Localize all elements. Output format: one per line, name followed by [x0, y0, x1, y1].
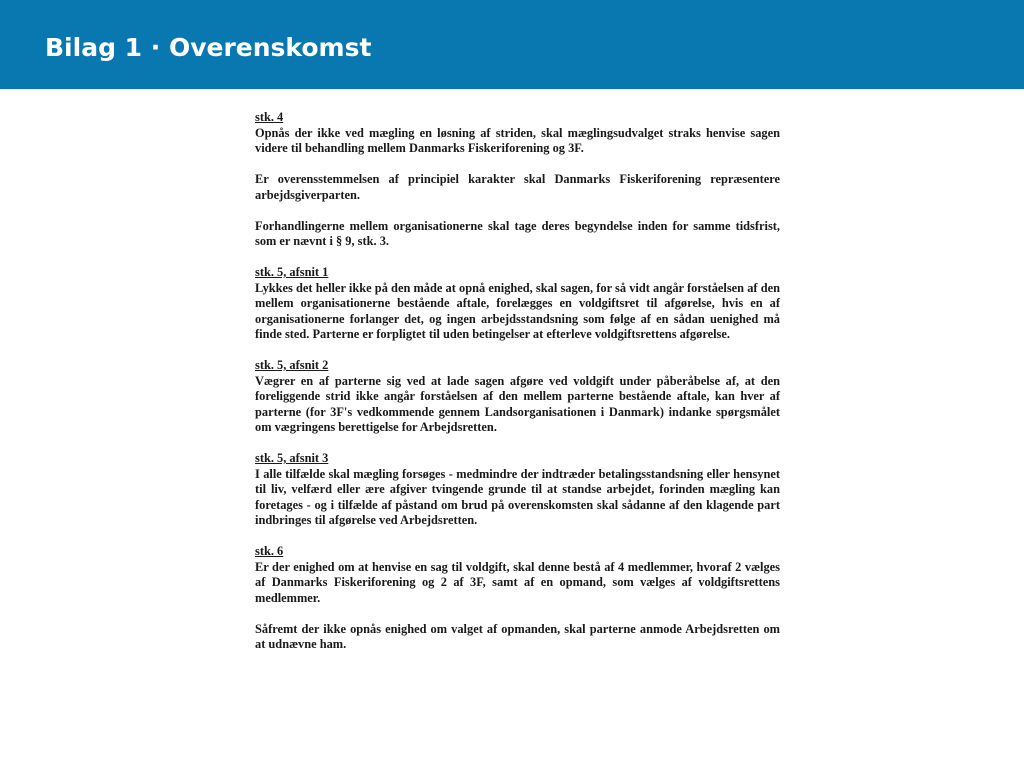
- paragraph: Vægrer en af parterne sig ved at lade sagen afgøre ved voldgift under påberåbelse af, at den foreliggende strid ikke angår forståelsen af den mellem parterne bestående aftale, kan hver af parterne (for 3F's vedkommende gennem Landsorganisationen i Danmark) indanke spørgsmålet om vægringens berettigelse for Arbejdsretten.: [255, 373, 780, 434]
- section-heading: stk. 5, afsnit 1: [255, 265, 329, 279]
- section-stk-6: [255, 544, 780, 653]
- page-title: Bilag 1 · Overenskomst: [45, 33, 372, 62]
- paragraph: Såfremt der ikke opnås enighed om valget af opmanden, skal parterne anmode Arbejdsretten om at udnævne ham.: [255, 621, 780, 651]
- section-heading: stk. 5, afsnit 2: [255, 358, 329, 372]
- section-stk-4: [255, 110, 780, 250]
- paragraph: Opnås der ikke ved mægling en løsning af striden, skal mæglingsudvalget straks henvise sagen videre til behandling mellem Danmarks Fiskeriforening og 3F.: [255, 125, 780, 155]
- section-stk-5-afsnit-3: [255, 451, 780, 529]
- paragraph: I alle tilfælde skal mægling forsøges - medmindre der indtræder betalingsstandsning eller hensynet til liv, velfærd eller ære afgiver tvingende grunde til at standse arbejdet, forinden mægling kan foretages - og i tilfælde af påstand om brud på overenskomsten skal sådanne af den klagende part indbringes til afgørelse ved Arbejdsretten.: [255, 466, 780, 527]
- document-scan: [255, 110, 780, 653]
- paragraph: Forhandlingerne mellem organisationerne skal tage deres begyndelse inden for samme tidsfrist, som er nævnt i § 9, stk. 3.: [255, 218, 780, 248]
- section-stk-5-afsnit-1: [255, 265, 780, 343]
- section-stk-5-afsnit-2: [255, 358, 780, 436]
- paragraph: Er der enighed om at henvise en sag til voldgift, skal denne bestå af 4 medlemmer, hvoraf 2 vælges af Danmarks Fiskeriforening og 2 af 3F, samt af en opmand, som vælges af voldgiftsrettens medlemmer.: [255, 559, 780, 605]
- title-bar: [0, 0, 1024, 89]
- paragraph: Er overensstemmelsen af principiel karakter skal Danmarks Fiskeriforening repræsentere arbejdsgiverparten.: [255, 172, 780, 202]
- paragraph: Lykkes det heller ikke på den måde at opnå enighed, skal sagen, for så vidt angår forståelsen af den mellem organisationerne bestående aftale, forelægges en voldgiftsret til afgørelse, hvis en af organisationerne forlanger det, og ingen arbejdsstandsning som følge af en sådan uenighed må finde sted. Parterne er forpligtet til uden betingelser at efterleve voldgiftsrettens afgørelse.: [255, 280, 780, 341]
- section-heading: stk. 5, afsnit 3: [255, 451, 329, 465]
- section-heading: stk. 6: [255, 544, 284, 558]
- section-heading: stk. 4: [255, 110, 284, 124]
